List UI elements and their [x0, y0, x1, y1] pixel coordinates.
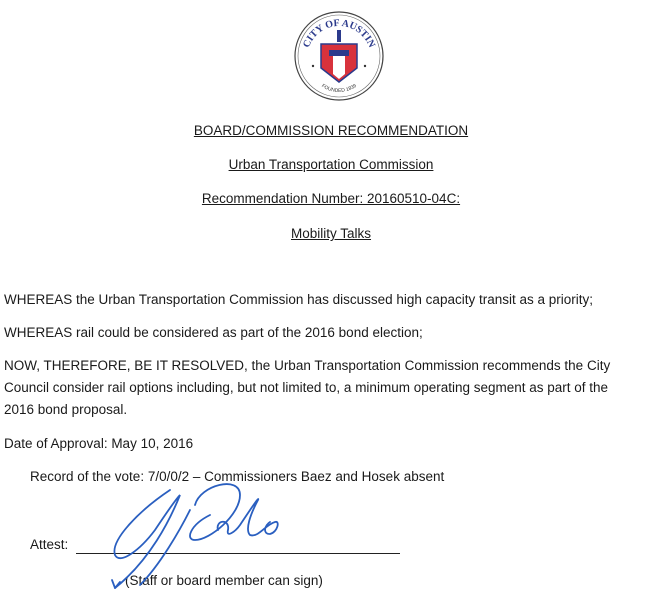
commission-name: Urban Transportation Commission [228, 157, 434, 172]
svg-text:FOUNDED 1839: FOUNDED 1839 [320, 83, 358, 95]
date-of-approval: Date of Approval: May 10, 2016 [4, 436, 194, 451]
document-title: BOARD/COMMISSION RECOMMENDATION [193, 123, 469, 138]
recommendation-number: Recommendation Number: 20160510-04C: [201, 191, 461, 206]
city-seal-logo [293, 10, 385, 102]
vote-record: Record of the vote: 7/0/0/2 – Commissioners Baez and Hosek absent [30, 469, 445, 484]
resolved-line-3: 2016 bond proposal. [4, 402, 128, 417]
recommendation-subject: Mobility Talks [290, 226, 372, 241]
svg-text:CITY OF AUSTIN: CITY OF AUSTIN [301, 17, 377, 50]
handwritten-signature [100, 470, 330, 595]
resolved-line-2: Council consider rail options including, but not limited to, a minimum operating segment as part of the [4, 380, 609, 395]
resolved-line-1: NOW, THEREFORE, BE IT RESOLVED, the Urban Transportation Commission recommends the City [4, 358, 611, 373]
whereas-paragraph-2: WHEREAS rail could be considered as part of the 2016 bond election; [4, 325, 423, 340]
whereas-paragraph-1: WHEREAS the Urban Transportation Commission has discussed high capacity transit as a priority; [4, 292, 593, 307]
signer-note: (Staff or board member can sign) [125, 573, 323, 588]
attest-label: Attest: [30, 537, 69, 552]
